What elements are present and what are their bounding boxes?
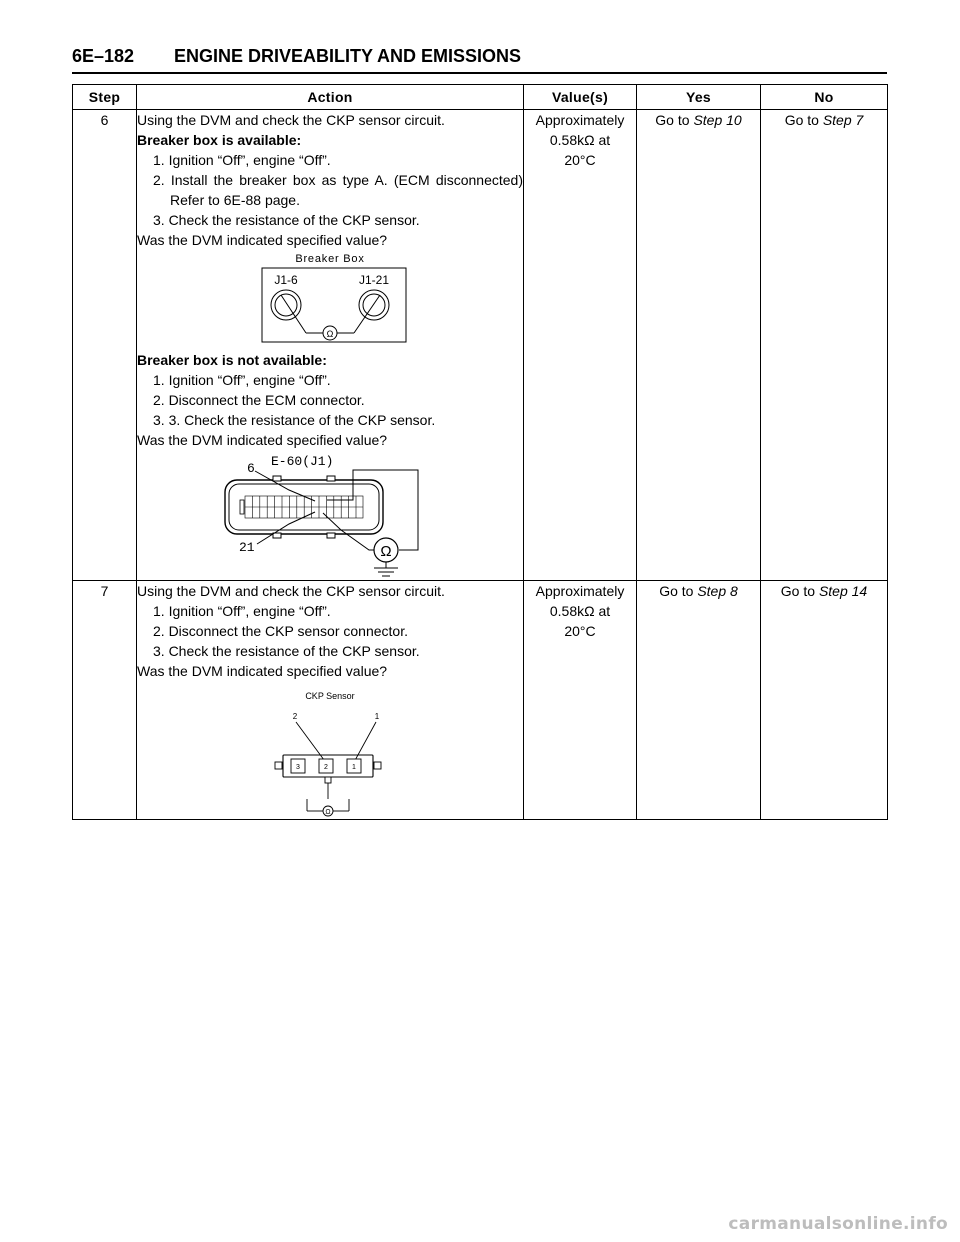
terminal-label: 1 <box>352 764 356 771</box>
step-number: 7 <box>73 581 137 820</box>
value-line: 20°C <box>564 623 596 639</box>
column-header-action: Action <box>137 85 524 110</box>
question: Was the DVM indicated specified value? <box>137 663 388 679</box>
yes-prefix: Go to <box>659 583 698 599</box>
yes-prefix: Go to <box>655 112 694 128</box>
breaker-box-diagram <box>250 250 410 346</box>
list-item: 2. Install the breaker box as type A. (ECM disconnected) Refer to 6E-88 page. <box>153 172 523 208</box>
no-cell <box>761 110 888 581</box>
no-prefix: Go to <box>784 112 823 128</box>
list-item: 2. Disconnect the ECM connector. <box>153 392 365 408</box>
action-intro: Using the DVM and check the CKP sensor circuit. <box>137 112 445 128</box>
ckp-sensor-diagram <box>265 689 395 819</box>
no-step-reference: Step 7 <box>822 112 864 128</box>
list-item: 3. Check the resistance of the CKP sensor. <box>153 212 420 228</box>
step-number: 6 <box>73 110 137 581</box>
no-step-reference: Step 14 <box>818 583 868 599</box>
connector-pin-grid <box>245 496 363 518</box>
pin-label-6: 6 <box>247 461 255 476</box>
probe-lead-left <box>281 295 306 333</box>
meter-lead-top <box>327 470 418 550</box>
section-title: ENGINE DRIVEABILITY AND EMISSIONS <box>174 46 522 66</box>
lead-pin-6 <box>255 471 315 501</box>
value-line: 0.58kΩ at <box>549 132 611 148</box>
list-item: 3. Check the resistance of the CKP sensor. <box>153 643 420 659</box>
value-line: Approximately <box>535 583 625 599</box>
meter-lead-bottom <box>323 513 374 550</box>
list-item: 1. Ignition “Off”, engine “Off”. <box>153 603 331 619</box>
connector-latch <box>374 762 381 769</box>
no-prefix: Go to <box>780 583 819 599</box>
probe-lead-right <box>354 295 380 333</box>
yes-step-reference: Step 10 <box>693 112 742 128</box>
question: Was the DVM indicated specified value? <box>137 432 388 448</box>
action-cell <box>137 110 524 581</box>
connector-key <box>240 500 244 514</box>
value-cell <box>524 581 637 820</box>
watermark: carmanualsonline.info <box>728 1214 948 1234</box>
pin-label-2: 2 <box>292 712 298 721</box>
value-line: 0.58kΩ at <box>549 603 611 619</box>
lead-pin-21 <box>257 512 315 544</box>
probe-lead-pin-2 <box>296 722 327 764</box>
no-cell <box>761 581 888 820</box>
column-header-no: No <box>761 85 888 110</box>
connector-latch <box>327 533 335 538</box>
ecm-connector-label: E-60(J1) <box>271 454 334 469</box>
value-cell <box>524 110 637 581</box>
page-header <box>72 44 887 74</box>
heading-breaker-available: Breaker box is available: <box>137 132 302 148</box>
pin-label-21: 21 <box>239 540 255 555</box>
table-header-row <box>73 85 888 110</box>
connector-latch <box>275 762 282 769</box>
ohm-symbol: Ω <box>326 329 334 339</box>
ecm-connector-diagram <box>223 450 443 580</box>
table-row-step-7 <box>73 581 888 820</box>
column-header-values: Value(s) <box>524 85 637 110</box>
connector-latch <box>327 476 335 481</box>
terminal-label: 2 <box>324 764 328 771</box>
breaker-box-title: Breaker Box <box>295 253 365 265</box>
terminal-j1-6-inner <box>275 294 297 316</box>
list-item: 3. 3. Check the resistance of the CKP sensor. <box>153 412 436 428</box>
list-item: 2. Disconnect the CKP sensor connector. <box>153 623 408 639</box>
list-item: 1. Ignition “Off”, engine “Off”. <box>153 372 331 388</box>
action-intro: Using the DVM and check the CKP sensor circuit. <box>137 583 445 599</box>
ohm-symbol: Ω <box>325 809 331 816</box>
page-number: 6E–182 <box>72 46 135 66</box>
terminal-j1-21-inner <box>363 294 385 316</box>
column-header-yes: Yes <box>637 85 761 110</box>
heading-breaker-not-available: Breaker box is not available: <box>137 352 327 368</box>
yes-cell <box>637 110 761 581</box>
connector-latch <box>273 476 281 481</box>
pin-label-1: 1 <box>374 712 380 721</box>
ckp-sensor-title: CKP Sensor <box>305 691 355 701</box>
action-cell <box>137 581 524 820</box>
list-item: 1. Ignition “Off”, engine “Off”. <box>153 152 331 168</box>
ohm-symbol: Ω <box>380 543 392 560</box>
connector-tab <box>325 777 331 783</box>
value-line: 20°C <box>564 152 596 168</box>
value-line: Approximately <box>535 112 625 128</box>
terminal-label: 3 <box>296 764 300 771</box>
column-header-step: Step <box>73 85 137 110</box>
yes-cell <box>637 581 761 820</box>
diagnostic-table <box>72 84 888 820</box>
question: Was the DVM indicated specified value? <box>137 232 388 248</box>
yes-step-reference: Step 8 <box>697 583 738 599</box>
breaker-box-left-label: J1-6 <box>274 273 298 287</box>
breaker-box-right-label: J1-21 <box>358 273 390 287</box>
table-row-step-6 <box>73 110 888 581</box>
